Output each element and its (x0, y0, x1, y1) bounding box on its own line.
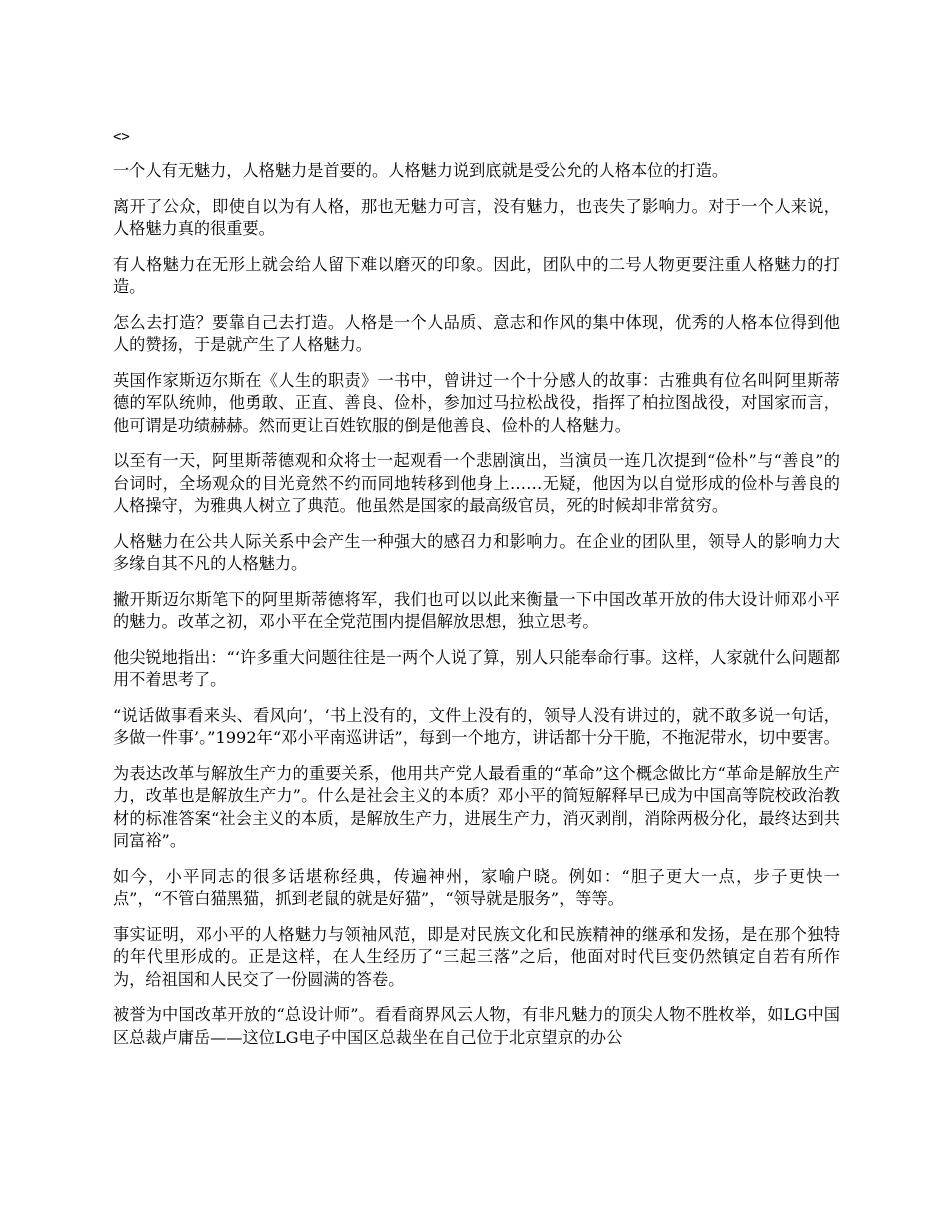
paragraph-12: 如今，小平同志的很多话堪称经典，传遍神州，家喻户晓。例如：“胆子更大一点，步子更快一点”，“不管白猫黑猫，抓到老鼠的就是好猫”，“领导就是服务”，等等。 (113, 866, 840, 908)
paragraph-1: 一个人有无魅力，人格魅力是首要的。人格魅力说到底就是受公允的人格本位的打造。 (113, 161, 729, 180)
paragraph-9: 他尖锐地指出：“‘许多重大问题往往是一两个人说了算，别人只能奉命行事。这样，人家就什么问题都用不着思考了。 (113, 647, 840, 689)
paragraph-11: 为表达改革与解放生产力的重要关系，他用共产党人最看重的“革命”这个概念做比方“革命是解放生产力，改革也是解放生产力”。什么是社会主义的本质？邓小平的简短解释早已成为中国高等院校政治教材的标准答案“社会主义的本质，是解放生产力，进展生产力，消灭剥削，消除两极分化，最终达到共同富裕”。 (113, 763, 840, 850)
paragraph-3: 有人格魅力在无形上就会给人留下难以磨灭的印象。因此，团队中的二号人物更要注重人格魅力的打造。 (113, 254, 840, 296)
document-marker: <> (113, 129, 130, 145)
paragraph-13: 事实证明，邓小平的人格魅力与领袖风范，即是对民族文化和民族精神的继承和发扬，是在那个独特的年代里形成的。正是这样，在人生经历了“三起三落”之后，他面对时代巨变仍然镇定自若有所作为，给祖国和人民交了一份圆满的答卷。 (113, 924, 840, 989)
paragraph-10: “说话做事看来头、看风向’，‘书上没有的，文件上没有的，领导人没有讲过的，就不敢多说一句话，多做一件事’。”1992年“邓小平南巡讲话”，每到一个地方，讲话都十分干脆，不拖泥带水，切中要害。 (113, 705, 840, 747)
paragraph-4: 怎么去打造？要靠自己去打造。人格是一个人品质、意志和作风的集中体现，优秀的人格本位得到他人的赞扬，于是就产生了人格魅力。 (113, 312, 840, 354)
paragraph-2: 离开了公众，即使自以为有人格，那也无魅力可言，没有魅力，也丧失了影响力。对于一个人来说，人格魅力真的很重要。 (113, 196, 840, 238)
document-page (113, 126, 840, 1062)
paragraph-7: 人格魅力在公共人际关系中会产生一种强大的感召力和影响力。在企业的团队里，领导人的影响力大多缘自其不凡的人格魅力。 (113, 531, 840, 573)
paragraph-5: 英国作家斯迈尔斯在《人生的职责》一书中，曾讲过一个十分感人的故事：古雅典有位名叫阿里斯蒂德的军队统帅，他勇敢、正直、善良、俭朴，参加过马拉松战役，指挥了柏拉图战役，对国家而言，他可谓是功绩赫赫。然而更让百姓钦服的倒是他善良、俭朴的人格魅力。 (113, 370, 840, 435)
paragraph-14: 被誉为中国改革开放的“总设计师”。看看商界风云人物，有非凡魅力的顶尖人物不胜枚举，如LG中国区总裁卢庸岳——这位LG电子中国区总裁坐在自己位于北京望京的办公 (113, 1005, 840, 1047)
paragraph-8: 撇开斯迈尔斯笔下的阿里斯蒂德将军，我们也可以以此来衡量一下中国改革开放的伟大设计师邓小平的魅力。改革之初，邓小平在全党范围内提倡解放思想，独立思考。 (113, 589, 840, 631)
paragraph-6: 以至有一天，阿里斯蒂德观和众将士一起观看一个悲剧演出，当演员一连几次提到“俭朴”与“善良”的台词时，全场观众的目光竟然不约而同地转移到他身上……无疑，他因为以自觉形成的俭朴与善良的人格操守，为雅典人树立了典范。他虽然是国家的最高级官员，死的时候却非常贫穷。 (113, 451, 840, 515)
